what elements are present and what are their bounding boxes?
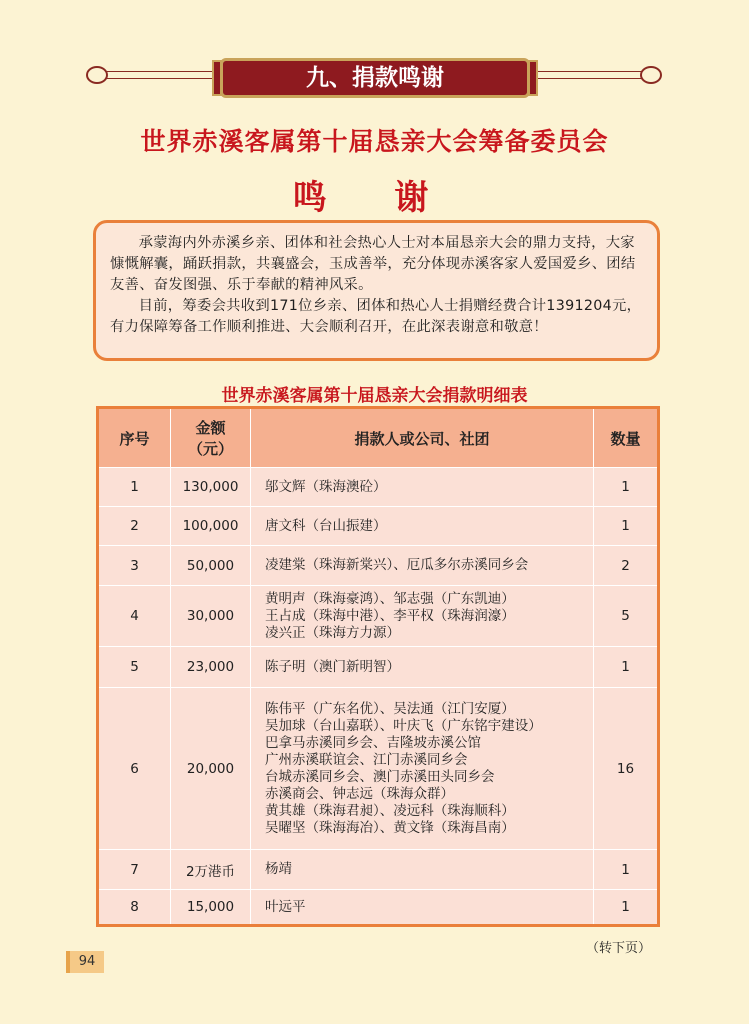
cell-donors (251, 546, 594, 586)
donor-line: 巴拿马赤溪同乡会、吉隆坡赤溪公馆 (265, 734, 481, 751)
table-row (99, 890, 658, 925)
acknowledgement-box (93, 220, 660, 361)
committee-title: 世界赤溪客属第十届恳亲大会筹备委员会 (140, 127, 609, 156)
cell-amount: 130,000 (171, 468, 251, 507)
donor-line: 黄明声（珠海豪鸿）、邹志强（广东凯迪） (265, 590, 515, 607)
cell-donors (251, 507, 594, 546)
donor-line: 邬文辉（珠海澳砼） (265, 478, 387, 495)
table-title: 世界赤溪客属第十届恳亲大会捐款明细表 (221, 386, 528, 406)
header-donor: 捐款人或公司、社团 (251, 409, 594, 468)
cell-donors (251, 468, 594, 507)
cell-amount: 23,000 (171, 647, 251, 688)
donor-line: 凌兴正（珠海方力源） (265, 624, 400, 641)
cell-seq: 1 (99, 468, 171, 507)
cell-donors (251, 890, 594, 925)
donor-line: 台城赤溪同乡会、澳门赤溪田头同乡会 (265, 768, 495, 785)
cell-seq: 7 (99, 850, 171, 890)
table-row (99, 507, 658, 546)
table-row (99, 468, 658, 507)
cell-count: 5 (594, 586, 658, 647)
donor-line: 赤溪商会、钟志远（珠海众群） (265, 785, 454, 802)
header-seq: 序号 (99, 409, 171, 468)
donor-line: 广州赤溪联谊会、江门赤溪同乡会 (265, 751, 468, 768)
table-row (99, 688, 658, 850)
cell-donors (251, 688, 594, 850)
donor-line: 黄其雄（珠海君昶）、凌远科（珠海顺科） (265, 802, 515, 819)
cell-seq: 5 (99, 647, 171, 688)
cell-amount: 30,000 (171, 586, 251, 647)
cell-donors (251, 586, 594, 647)
table-row (99, 850, 658, 890)
header-amount-unit: （元） (187, 440, 233, 458)
cell-count: 1 (594, 647, 658, 688)
cell-amount: 100,000 (171, 507, 251, 546)
donor-line: 陈伟平（广东名优）、吴法通（江门安厦） (265, 700, 515, 717)
table-row (99, 546, 658, 586)
cell-amount: 15,000 (171, 890, 251, 925)
donor-line: 唐文科（台山振建） (265, 517, 387, 534)
cell-count: 1 (594, 507, 658, 546)
page-number: 94 (66, 951, 104, 973)
table-header-row (99, 409, 658, 468)
acknowledgement-paragraph-1: 承蒙海内外赤溪乡亲、团体和社会热心人士对本届恳亲大会的鼎力支持，大家慷慨解囊，踊跃捐款，共襄盛会，玉成善举，充分体现赤溪客家人爱国爱乡、团结友善、奋发图强、乐于奉献的精神风采。 (110, 235, 636, 293)
cell-count: 1 (594, 468, 658, 507)
cell-amount: 20,000 (171, 688, 251, 850)
cell-seq: 2 (99, 507, 171, 546)
acknowledgement-paragraph-2: 目前，筹委会共收到171位乡亲、团体和热心人士捐赠经费合计1391204元，有力保障筹备工作顺利推进、大会顺利召开，在此深表谢意和敬意！ (110, 298, 642, 335)
donor-line: 杨靖 (265, 861, 292, 877)
cell-amount: 50,000 (171, 546, 251, 586)
section-title: 九、捐款鸣谢 (220, 58, 530, 98)
continued-note: （转下页） (586, 941, 652, 956)
cell-seq: 6 (99, 688, 171, 850)
donor-line: 叶远平 (265, 898, 306, 915)
donation-table (98, 408, 658, 925)
table-row (99, 586, 658, 647)
donor-line: 凌建棠（珠海新棠兴）、厄瓜多尔赤溪同乡会 (265, 557, 529, 573)
header-amount-label: 金额 (195, 419, 226, 437)
cell-donors (251, 647, 594, 688)
cell-seq: 3 (99, 546, 171, 586)
donor-line: 吴加球（台山嘉联）、叶庆飞（广东铭宇建设） (265, 717, 542, 734)
thanks-title: 鸣 谢 (292, 178, 457, 218)
donor-line: 吴曜坚（珠海海冶）、黄文锋（珠海昌南） (265, 819, 515, 836)
cell-count: 1 (594, 890, 658, 925)
cell-donors (251, 850, 594, 890)
scroll-ornament-right (640, 66, 662, 84)
cell-count: 2 (594, 546, 658, 586)
cell-amount: 2万港币 (171, 850, 251, 890)
donor-line: 陈子明（澳门新明智） (265, 658, 400, 675)
cell-count: 16 (594, 688, 658, 850)
donor-line: 王占成（珠海中港）、李平权（珠海润濠） (265, 607, 515, 624)
cell-seq: 4 (99, 586, 171, 647)
cell-count: 1 (594, 850, 658, 890)
table-row (99, 647, 658, 688)
header-amount (171, 409, 251, 468)
cell-seq: 8 (99, 890, 171, 925)
header-count: 数量 (594, 409, 658, 468)
scroll-ornament-left (86, 66, 108, 84)
